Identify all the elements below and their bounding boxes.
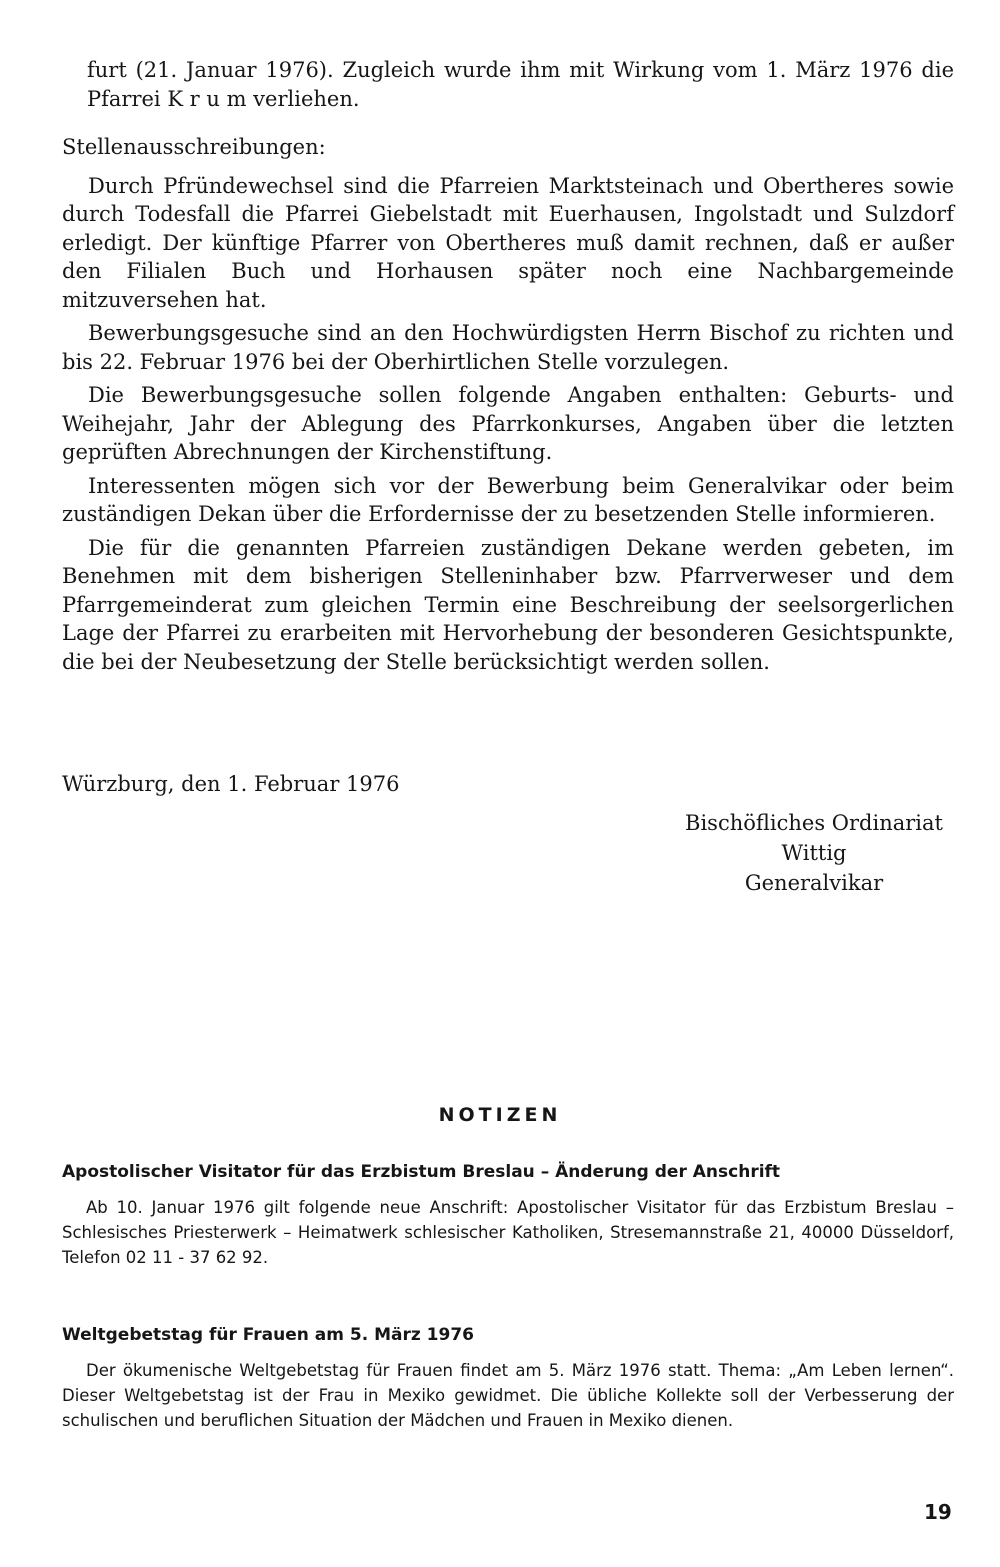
vacancy-paragraph: Interessenten mögen sich vor der Bewerbung beim Generalvikar oder beim zuständigen Dekan über die Erfordernisse der zu besetzenden Stelle informieren. [62, 473, 954, 526]
vacancy-paragraph: Die für die genannten Pfarreien zuständigen Dekane werden gebeten, im Benehmen mit dem bisherigen Stelleninhaber bzw. Pfarrverweser und dem Pfarrgemeinderat zum gleichen Termin eine Beschreibung der seelsorgerlichen Lage der Pfarrei zu erarbeiten mit Hervorhebung der besonderen Gesichtspunkte, die bei der Neubesetzung der Stelle berücksichtigt werden sollen. [62, 535, 954, 674]
vacancy-paragraph: Durch Pfründewechsel sind die Pfarreien Marktsteinach und Obertheres sowie durch Todesfall die Pfarrei Giebelstadt mit Euerhausen, Ingolstadt und Sulzdorf erledigt. Der künftige Pfarrer von Obertheres muß damit rechnen, daß er außer den Filialen Buch und Horhausen später noch eine Nachbargemeinde mitzuversehen hat. [62, 173, 954, 312]
signature-title: Generalvikar [744, 871, 884, 895]
vacancy-paragraph: Bewerbungsgesuche sind an den Hochwürdigsten Herrn Bischof zu richten und bis 22. Februar 1976 bei der Oberhirtlichen Stelle vorzulegen. [62, 321, 954, 374]
vacancy-paragraph: Die Bewerbungsgesuche sollen folgende Angaben enthalten: Geburts- und Weihejahr, Jahr der Ablegung des Pfarrkonkurses, Angaben über die letzten geprüften Abrechnungen der Kirchenstiftung. [62, 383, 954, 464]
notice-body: Der ökumenische Weltgebetstag für Frauen findet am 5. März 1976 statt. Thema: „Am Leben lernen“. Dieser Weltgebetstag ist der Frau in Mexiko gewidmet. Die übliche Kollekte soll der Verbesserung der schulischen und beruflichen Situation der Mädchen und Frauen in Mexiko dienen. [62, 1361, 954, 1430]
vacancies-heading: Stellenausschreibungen: [62, 135, 326, 159]
notice-heading: Weltgebetstag für Frauen am 5. März 1976 [62, 1325, 475, 1345]
signature-block [672, 808, 956, 898]
notice-body: Ab 10. Januar 1976 gilt folgende neue Anschrift: Apostolischer Visitator für das Erzbistum Breslau – Schlesisches Priesterwerk – Heimatwerk schlesischer Katholiken, Stresemannstraße 21, 40000 Düsseldorf, Telefon 02 11 - 37 62 92. [62, 1198, 954, 1267]
signature-office: Bischöfliches Ordinariat [685, 811, 943, 835]
signature-name: Wittig [781, 841, 847, 865]
vacancy-announcement [62, 56, 954, 681]
page-number: 19 [924, 1500, 952, 1524]
continuation-paragraph: furt (21. Januar 1976). Zugleich wurde ihm mit Wirkung vom 1. März 1976 die Pfarrei K r u m verliehen. [87, 58, 954, 111]
notice-heading: Apostolischer Visitator für das Erzbistum Breslau – Änderung der Anschrift [62, 1162, 781, 1182]
notices-section-title: NOTIZEN [438, 1104, 562, 1126]
date-line: Würzburg, den 1. Februar 1976 [62, 772, 400, 796]
